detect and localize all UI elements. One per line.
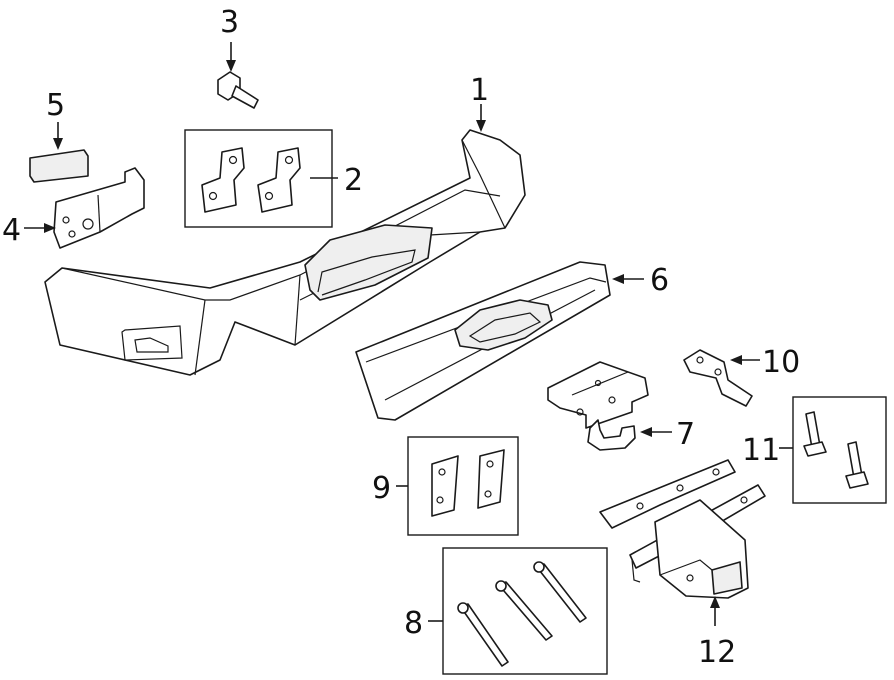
part-5-reflector [30,150,88,182]
part-12-hitch [600,460,765,598]
callout-1: 1 [470,73,490,108]
callout-3: 3 [220,5,240,40]
callout-11: 11 [742,433,781,468]
callout-8: 8 [404,606,424,641]
part-7-tow-hook [548,362,648,450]
callout-12: 12 [698,635,737,670]
part-2-brackets [185,130,332,227]
part-4-bracket [54,168,144,248]
callout-2: 2 [344,163,364,198]
part-9-brackets [408,437,518,535]
callout-10: 10 [762,345,801,380]
callout-9: 9 [372,471,392,506]
part-8-bolts [443,548,607,674]
part-3-bolt [218,72,258,108]
part-11-bolts [793,397,886,503]
callout-7: 7 [676,417,696,452]
callout-4: 4 [2,213,22,248]
callout-5: 5 [46,88,66,123]
callout-6: 6 [650,263,670,298]
